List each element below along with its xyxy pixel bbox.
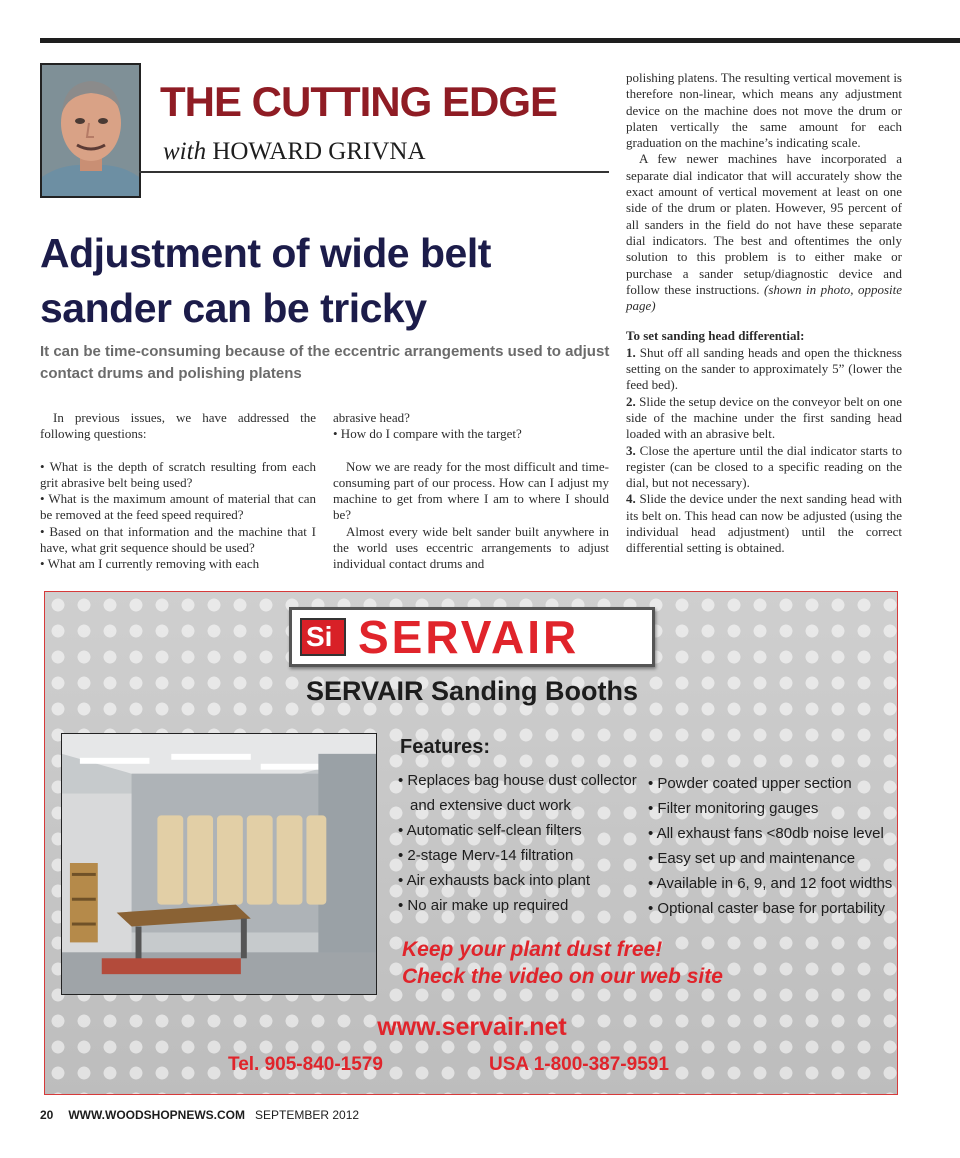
question-item: • What is the depth of scratch resulting from each grit abrasive belt being used? — [40, 458, 316, 490]
step-number: 2. — [626, 393, 636, 409]
page-footer — [40, 1108, 359, 1122]
question-item: • Based on that information and the machine that I have, what grit sequence should be used? — [40, 523, 316, 556]
feature-item: • No air make up required — [398, 897, 569, 914]
step-number: 3. — [626, 442, 636, 458]
paragraph-text: A few newer machines have incorporated a separate dial indicator that will accurately show the exact amount of vertical movement at least on one side of the drum or platen. However, 95 percent of all sanders in the field do not have these separate dial indicators. The best and oftentimes the only solution to this problem is to either make or purchase a sander setup/diagnostic device and follow these instructions. — [626, 151, 902, 297]
column-title: THE CUTTING EDGE — [160, 78, 558, 125]
ad-usa-phone: USA 1-800-387-9591 — [489, 1054, 669, 1075]
feature-item: • Automatic self-clean filters — [398, 822, 582, 839]
page-number: 20 — [40, 1108, 54, 1122]
author-portrait — [40, 63, 141, 198]
paragraph — [626, 151, 902, 314]
top-rule — [40, 38, 960, 43]
paragraph: Now we are ready for the most difficult and time-consuming part of our process. How can I adjust my machine to get from where I am to where I should be? — [333, 458, 609, 523]
feature-item: • Replaces bag house dust collector — [398, 772, 637, 789]
byline-with: with — [163, 138, 207, 165]
question-item: • What am I currently removing with each — [40, 556, 260, 572]
step-text: Close the aperture until the dial indicator starts to register (can be closed to a specific reading on the dial, but not necessary). — [626, 442, 903, 491]
step-item — [626, 443, 902, 492]
features-list-left — [398, 768, 648, 918]
paragraph: Almost every wide belt sander built anywhere in the world uses eccentric arrangements to adjust individual contact drums and — [333, 523, 609, 572]
feature-item: • Filter monitoring gauges — [648, 800, 819, 817]
footer-date: SEPTEMBER 2012 — [255, 1108, 360, 1122]
article-headline: Adjustment of wide belt sander can be tricky — [40, 230, 491, 331]
byline — [163, 138, 426, 166]
step-text: Shut off all sanding heads and open the thickness setting on the sander to approximately 5” (lower the feed bed). — [626, 344, 902, 393]
tagline-line-2: Check the video on our web site — [402, 965, 723, 988]
photo-note: (shown in photo, opposite page) — [626, 281, 902, 314]
feature-item: • Optional caster base for portability — [648, 900, 886, 917]
step-number: 4. — [626, 491, 636, 507]
feature-item: • All exhaust fans <80db noise level — [648, 825, 884, 842]
ad-url-link[interactable]: www.servair.net — [377, 1013, 567, 1041]
tagline-line-1: Keep your plant dust free! — [402, 938, 663, 961]
features-label: Features: — [400, 736, 491, 758]
question-item: abrasive head? — [333, 410, 410, 425]
feature-item: • Easy set up and maintenance — [648, 850, 856, 867]
article-column-3 — [626, 70, 902, 557]
step-item — [626, 394, 902, 443]
ad-title: SERVAIR Sanding Booths — [305, 676, 638, 706]
step-item — [626, 491, 902, 556]
feature-item: and extensive duct work — [410, 797, 571, 814]
servair-advertisement — [44, 591, 898, 1095]
ad-phone: Tel. 905-840-1579 — [228, 1054, 383, 1075]
features-list-right — [648, 771, 893, 921]
feature-item: • Available in 6, 9, and 12 foot widths — [648, 875, 893, 892]
booth-photo — [61, 733, 377, 995]
logo-mark-text: Si — [306, 621, 333, 652]
feature-item: • 2-stage Merv-14 filtration — [398, 847, 574, 864]
logo-mark — [300, 618, 346, 656]
author-name: HOWARD GRIVNA — [212, 138, 426, 165]
logo-text: SERVAIR — [358, 611, 580, 663]
step-text: Slide the setup device on the conveyor belt on one side of the machine under the first sanding head loaded with an abrasive belt. — [626, 393, 903, 442]
feature-item: • Powder coated upper section — [648, 775, 852, 792]
servair-logo — [289, 607, 655, 667]
footer-site: WWW.WOODSHOPNEWS.COM — [68, 1108, 246, 1122]
step-number: 1. — [626, 344, 636, 360]
subheading: To set sanding head differential: — [626, 328, 805, 344]
paragraph: In previous issues, we have addressed the following questions: — [40, 410, 316, 442]
step-text: Slide the device under the next sanding head with its belt on. This head can now be adjusted (using the individual head adjustment) until the correct differential setting is obtained. — [626, 491, 903, 556]
article-column-2 — [333, 410, 609, 573]
ad-tagline — [402, 936, 723, 990]
article-deck: It can be time-consuming because of the eccentric arrangements used to adjust contact drums and polishing platens — [40, 343, 610, 382]
header-rule — [139, 171, 609, 173]
step-item — [626, 345, 902, 394]
question-item: • What is the maximum amount of material that can be removed at the feed speed required? — [40, 491, 316, 523]
article-column-1 — [40, 410, 316, 573]
paragraph: polishing platens. The resulting vertical movement is therefore non-linear, which means any adjustment device on the machine does not move the drum or platen vertically the same amount for each graduation on the machine’s indicating scale. — [626, 70, 902, 151]
feature-item: • Air exhausts back into plant — [398, 872, 591, 889]
question-item: • How do I compare with the target? — [333, 426, 522, 442]
